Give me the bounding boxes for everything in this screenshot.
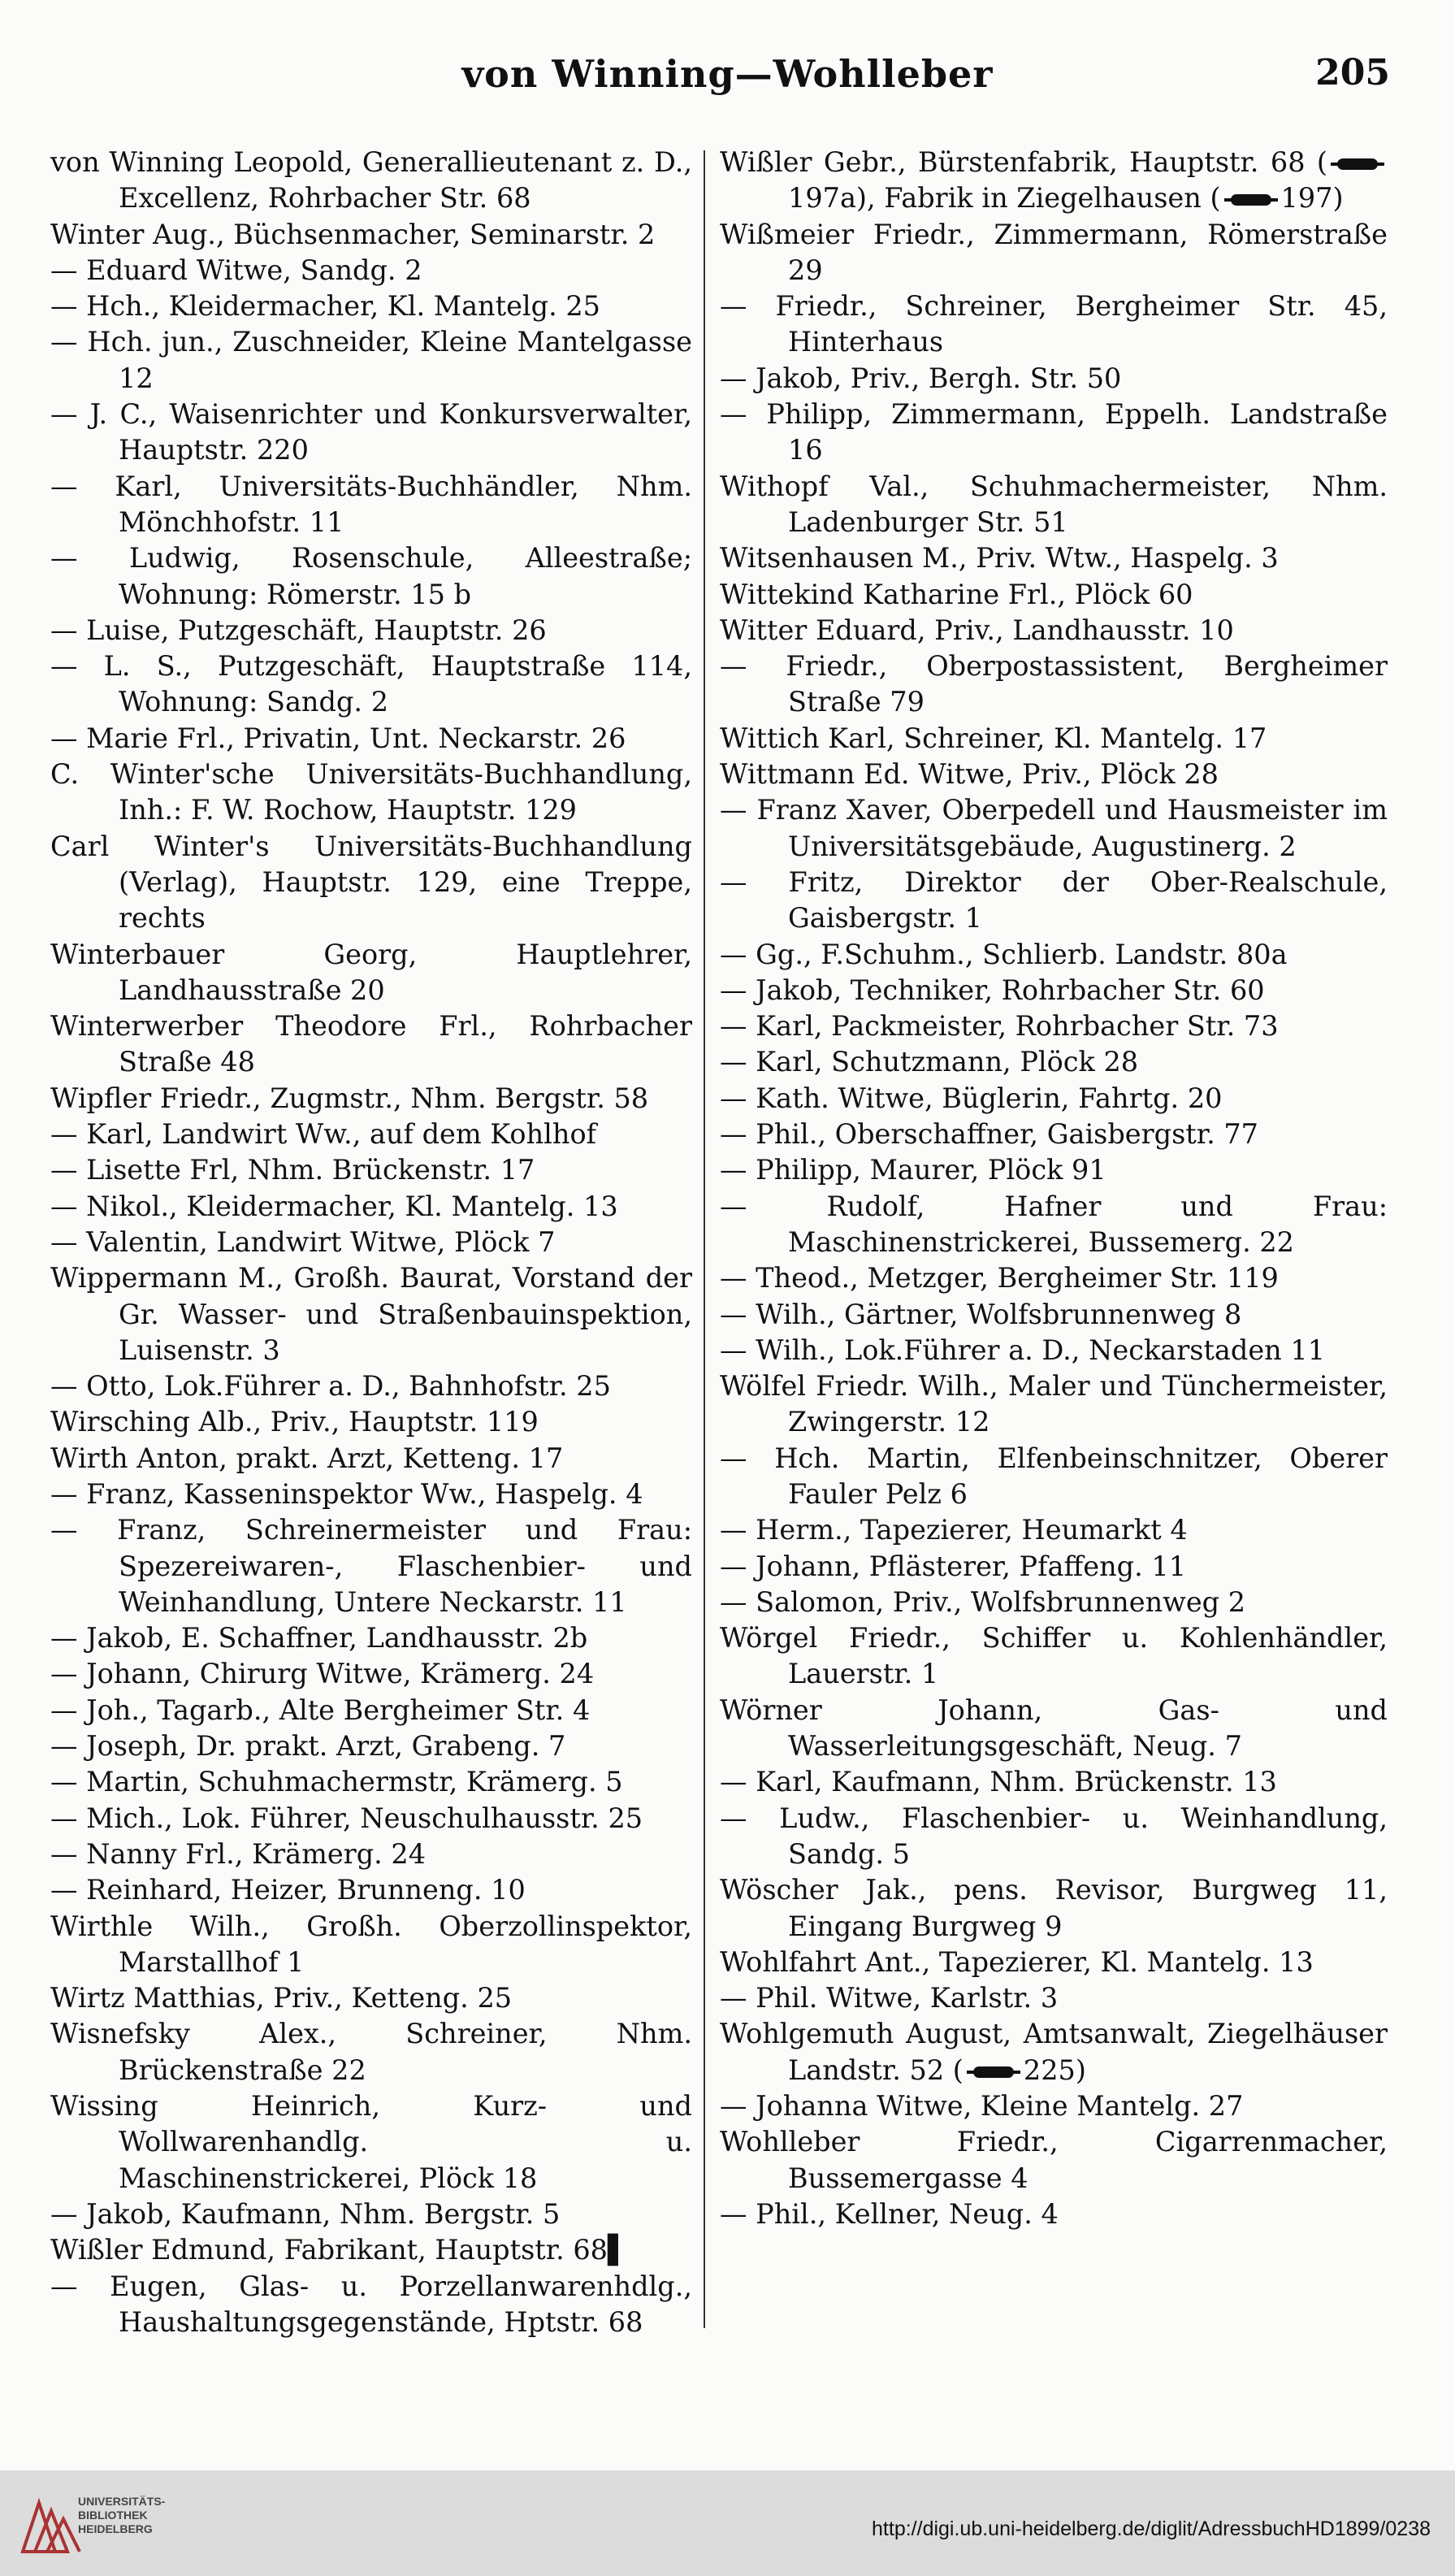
entry-text: Wipfler Friedr., Zugmstr., Nhm. Bergstr. 58 bbox=[50, 1082, 649, 1114]
directory-entry bbox=[720, 1693, 1388, 1765]
directory-entry bbox=[720, 1368, 1388, 1441]
entry-text: — Luise, Putzgeschäft, Hauptstr. 26 bbox=[50, 614, 547, 646]
entry-text: Carl Winter's Universitäts-Buchhandlung (Verlag), Hauptstr. 129, eine Treppe, rechts bbox=[50, 830, 692, 935]
directory-entry bbox=[720, 721, 1388, 757]
directory-entry bbox=[50, 1837, 692, 1872]
entry-text: — Eugen, Glas- u. Porzellanwarenhdlg., Haushaltungsgegenstände, Hptstr. 68 bbox=[50, 2270, 692, 2338]
directory-entry bbox=[50, 1225, 692, 1260]
entry-text: — Nanny Frl., Krämerg. 24 bbox=[50, 1837, 427, 1870]
directory-entry bbox=[720, 540, 1388, 576]
entry-text: Wöscher Jak., pens. Revisor, Burgweg 11, Eingang Burgweg 9 bbox=[720, 1874, 1388, 1942]
entry-text: — Joh., Tagarb., Alte Bergheimer Str. 4 bbox=[50, 1693, 591, 1726]
page-number: 205 bbox=[1315, 52, 1390, 93]
entry-text: — Wilh., Gärtner, Wolfsbrunnenweg 8 bbox=[720, 1298, 1242, 1330]
directory-entry bbox=[50, 1404, 692, 1440]
directory-entry bbox=[720, 1008, 1388, 1044]
directory-entry bbox=[720, 577, 1388, 613]
directory-entry bbox=[720, 1620, 1388, 1693]
entry-text: — Marie Frl., Privatin, Unt. Neckarstr. 26 bbox=[50, 722, 626, 754]
directory-entry bbox=[720, 1441, 1388, 1513]
entry-text: — Karl, Universitäts-Buchhändler, Nhm. Mönchhofstr. 11 bbox=[50, 470, 692, 538]
directory-entry bbox=[50, 2016, 692, 2088]
directory-entry bbox=[50, 757, 692, 829]
entry-text: — L. S., Putzgeschäft, Hauptstraße 114, Wohnung: Sandg. 2 bbox=[50, 650, 692, 718]
entry-text: — Reinhard, Heizer, Brunneng. 10 bbox=[50, 1874, 526, 1906]
entry-text: — Karl, Kaufmann, Nhm. Brückenstr. 13 bbox=[720, 1766, 1277, 1798]
directory-entry bbox=[50, 540, 692, 613]
directory-entry bbox=[50, 324, 692, 397]
telephone-number: 225 bbox=[1023, 2053, 1076, 2086]
entry-text: Witsenhausen M., Priv. Wtw., Haspelg. 3 bbox=[720, 542, 1279, 575]
directory-entry bbox=[720, 2016, 1388, 2088]
telephone-number: 197a bbox=[788, 182, 856, 215]
directory-entry bbox=[720, 1512, 1388, 1548]
entry-text: Wirtz Matthias, Priv., Ketteng. 25 bbox=[50, 1982, 513, 2014]
entry-text-continued: ), Fabrik in Ziegelhausen ( bbox=[855, 182, 1221, 215]
entry-text: Winter Aug., Büchsenmacher, Seminarstr. 2 bbox=[50, 218, 656, 250]
entry-text: Wißmeier Friedr., Zimmermann, Römerstraße 29 bbox=[720, 218, 1388, 286]
directory-entry bbox=[50, 469, 692, 541]
directory-entry bbox=[720, 1764, 1388, 1800]
entry-text: — Jakob, Techniker, Rohrbacher Str. 60 bbox=[720, 974, 1265, 1006]
directory-entry bbox=[720, 1549, 1388, 1585]
directory-entry bbox=[50, 1260, 692, 1368]
directory-entry bbox=[50, 1656, 692, 1692]
directory-entry bbox=[50, 2269, 692, 2341]
directory-entry bbox=[720, 792, 1388, 865]
directory-entry bbox=[50, 829, 692, 937]
entry-text: von Winning Leopold, Generallieutenant z. D., Excellenz, Rohrbacher Str. 68 bbox=[50, 146, 692, 215]
directory-entry bbox=[720, 1297, 1388, 1333]
entry-text: Wölfel Friedr. Wilh., Maler und Tünchermeister, Zwingerstr. 12 bbox=[720, 1370, 1388, 1438]
entry-text: — Hch. jun., Zuschneider, Kleine Mantelgasse 12 bbox=[50, 326, 692, 394]
directory-entry bbox=[720, 648, 1388, 721]
entry-text: — Nikol., Kleidermacher, Kl. Mantelg. 13 bbox=[50, 1190, 618, 1222]
entry-text: — Jakob, Priv., Bergh. Str. 50 bbox=[720, 362, 1122, 394]
directory-entry bbox=[50, 1441, 692, 1477]
directory-entry bbox=[720, 469, 1388, 541]
directory-entry bbox=[720, 1945, 1388, 1980]
directory-entry bbox=[50, 397, 692, 469]
entry-text: — Martin, Schuhmachermstr, Krämerg. 5 bbox=[50, 1766, 623, 1798]
directory-entry bbox=[720, 1081, 1388, 1117]
library-name-line-2: BIBLIOTHEK bbox=[78, 2509, 148, 2522]
entry-text: — Eduard Witwe, Sandg. 2 bbox=[50, 254, 422, 286]
entry-text: — Johanna Witwe, Kleine Mantelg. 27 bbox=[720, 2090, 1244, 2123]
directory-entry bbox=[50, 145, 692, 217]
directory-entry bbox=[50, 1189, 692, 1225]
directory-entry bbox=[720, 2088, 1388, 2124]
library-name bbox=[78, 2495, 165, 2536]
directory-entry bbox=[50, 1728, 692, 1764]
entry-text: — Johann, Pflästerer, Pfaffeng. 11 bbox=[720, 1550, 1187, 1582]
directory-entry bbox=[720, 1980, 1388, 2016]
entry-text: — Karl, Packmeister, Rohrbacher Str. 73 bbox=[720, 1010, 1279, 1043]
entry-text: Wisnefsky Alex., Schreiner, Nhm. Brückenstraße 22 bbox=[50, 2018, 692, 2086]
telephone-number: 197 bbox=[1280, 182, 1333, 215]
entry-text: Wohlleber Friedr., Cigarrenmacher, Bussemergasse 4 bbox=[720, 2126, 1388, 2194]
directory-entry bbox=[720, 145, 1388, 217]
entry-text: Winterwerber Theodore Frl., Rohrbacher Straße 48 bbox=[50, 1010, 692, 1078]
entry-text: Withopf Val., Schuhmachermeister, Nhm. Ladenburger Str. 51 bbox=[720, 470, 1388, 538]
entry-text: C. Winter'sche Universitäts-Buchhandlung, Inh.: F. W. Rochow, Hauptstr. 129 bbox=[50, 758, 692, 826]
directory-entry bbox=[50, 648, 692, 721]
telephone-icon bbox=[1331, 155, 1384, 173]
entry-text: — Joseph, Dr. prakt. Arzt, Grabeng. 7 bbox=[50, 1730, 566, 1763]
entry-text: Wittekind Katharine Frl., Plöck 60 bbox=[720, 578, 1193, 610]
directory-entry bbox=[720, 613, 1388, 648]
directory-entry bbox=[50, 217, 692, 253]
directory-entry bbox=[50, 1764, 692, 1800]
entry-text: Winterbauer Georg, Hauptlehrer, Landhausstraße 20 bbox=[50, 938, 692, 1006]
directory-entry bbox=[720, 217, 1388, 289]
library-name-line-1: UNIVERSITÄTS- bbox=[78, 2495, 166, 2508]
directory-entry bbox=[50, 1872, 692, 1908]
entry-text: — Gg., F.Schuhm., Schlierb. Landstr. 80a bbox=[720, 938, 1288, 970]
telephone-icon bbox=[1224, 191, 1278, 209]
entry-text: — Friedr., Oberpostassistent, Bergheimer Straße 79 bbox=[720, 650, 1388, 718]
directory-entry bbox=[720, 973, 1388, 1008]
directory-entry bbox=[50, 1620, 692, 1656]
entry-text: — Karl, Landwirt Ww., auf dem Kohlhof bbox=[50, 1118, 597, 1151]
directory-entry bbox=[720, 1152, 1388, 1188]
directory-entry bbox=[50, 1008, 692, 1081]
entry-text: — Ludwig, Rosenschule, Alleestraße; Wohnung: Römerstr. 15 b bbox=[50, 542, 692, 610]
directory-entry bbox=[720, 1801, 1388, 1873]
directory-entry bbox=[50, 2197, 692, 2232]
library-name-line-3: HEIDELBERG bbox=[78, 2522, 153, 2535]
entry-text: Wohlgemuth August, Amtsanwalt, Ziegelhäuser Landstr. 52 ( bbox=[720, 2018, 1388, 2086]
directory-entry bbox=[50, 1512, 692, 1620]
column-divider bbox=[704, 150, 705, 2328]
entry-text: — Hch., Kleidermacher, Kl. Mantelg. 25 bbox=[50, 290, 601, 323]
directory-entry bbox=[50, 2088, 692, 2197]
directory-entry bbox=[50, 721, 692, 757]
entry-text: — Ludw., Flaschenbier- u. Weinhandlung, Sandg. 5 bbox=[720, 1802, 1388, 1870]
entry-text: Wörgel Friedr., Schiffer u. Kohlenhändler, Lauerstr. 1 bbox=[720, 1622, 1388, 1690]
directory-entry bbox=[50, 1081, 692, 1117]
entry-text: — Jakob, Kaufmann, Nhm. Bergstr. 5 bbox=[50, 2197, 561, 2230]
entry-text: — Herm., Tapezierer, Heumarkt 4 bbox=[720, 1514, 1188, 1546]
directory-entry bbox=[50, 1117, 692, 1152]
directory-entry bbox=[720, 1260, 1388, 1296]
entry-text: Wißler Edmund, Fabrikant, Hauptstr. 68 bbox=[50, 2234, 608, 2266]
directory-entry bbox=[720, 2124, 1388, 2197]
directory-entry bbox=[720, 1585, 1388, 1620]
directory-entry bbox=[720, 1117, 1388, 1152]
directory-entry bbox=[50, 2232, 692, 2268]
directory-entry bbox=[720, 1872, 1388, 1945]
entry-text: — Theod., Metzger, Bergheimer Str. 119 bbox=[720, 1262, 1279, 1295]
page-header bbox=[0, 52, 1455, 101]
directory-entry bbox=[720, 2197, 1388, 2232]
entry-text: — Rudolf, Hafner und Frau: Maschinenstrickerei, Bussemerg. 22 bbox=[720, 1190, 1388, 1258]
entry-text: Wissing Heinrich, Kurz- und Wollwarenhandlg. u. Maschinenstrickerei, Plöck 18 bbox=[50, 2090, 692, 2194]
margin-mark: ▌ bbox=[608, 2234, 629, 2266]
directory-entry bbox=[720, 1044, 1388, 1080]
directory-entry bbox=[50, 1693, 692, 1728]
entry-text-continued: ) bbox=[1075, 2053, 1086, 2086]
entry-text: — Lisette Frl, Nhm. Brückenstr. 17 bbox=[50, 1154, 535, 1186]
entry-text: — Kath. Witwe, Büglerin, Fahrtg. 20 bbox=[720, 1082, 1223, 1114]
entry-text: Wirsching Alb., Priv., Hauptstr. 119 bbox=[50, 1406, 539, 1438]
directory-entry bbox=[720, 361, 1388, 397]
directory-entry bbox=[720, 1333, 1388, 1368]
entry-text: Wirth Anton, prakt. Arzt, Ketteng. 17 bbox=[50, 1442, 564, 1474]
left-column bbox=[50, 145, 692, 2340]
directory-entry bbox=[50, 937, 692, 1009]
directory-entry bbox=[50, 613, 692, 648]
entry-text: — Hch. Martin, Elfenbeinschnitzer, Oberer Fauler Pelz 6 bbox=[720, 1442, 1388, 1510]
directory-entry bbox=[720, 1189, 1388, 1261]
directory-entry bbox=[50, 1368, 692, 1404]
entry-text: — Philipp, Maurer, Plöck 91 bbox=[720, 1154, 1106, 1186]
entry-text: — Salomon, Priv., Wolfsbrunnenweg 2 bbox=[720, 1585, 1246, 1618]
directory-entry bbox=[720, 757, 1388, 792]
directory-entry bbox=[50, 1801, 692, 1837]
entry-text: — Friedr., Schreiner, Bergheimer Str. 45, Hinterhaus bbox=[720, 290, 1388, 358]
entry-text: — Phil., Oberschaffner, Gaisbergstr. 77 bbox=[720, 1118, 1258, 1151]
directory-entry bbox=[720, 397, 1388, 469]
entry-text: — Phil. Witwe, Karlstr. 3 bbox=[720, 1982, 1059, 2014]
running-title: von Winning—Wohlleber bbox=[461, 52, 994, 96]
entry-text: Wittich Karl, Schreiner, Kl. Mantelg. 17 bbox=[720, 722, 1267, 754]
entry-text: Wittmann Ed. Witwe, Priv., Plöck 28 bbox=[720, 758, 1219, 791]
directory-entry bbox=[50, 288, 692, 324]
entry-text: — Franz, Kasseninspektor Ww., Haspelg. 4 bbox=[50, 1477, 643, 1510]
entry-text: — Wilh., Lok.Führer a. D., Neckarstaden 11 bbox=[720, 1334, 1326, 1366]
directory-entry bbox=[720, 288, 1388, 361]
entry-text: — Otto, Lok.Führer a. D., Bahnhofstr. 25 bbox=[50, 1370, 611, 1403]
entry-text: Wohlfahrt Ant., Tapezierer, Kl. Mantelg. 13 bbox=[720, 1945, 1314, 1978]
directory-entry bbox=[720, 937, 1388, 973]
directory-entry bbox=[50, 1152, 692, 1188]
entry-text: — Phil., Kellner, Neug. 4 bbox=[720, 2197, 1059, 2230]
directory-entry bbox=[720, 865, 1388, 937]
entry-text: Wörner Johann, Gas- und Wasserleitungsgeschäft, Neug. 7 bbox=[720, 1693, 1388, 1763]
entry-text: — Johann, Chirurg Witwe, Krämerg. 24 bbox=[50, 1658, 595, 1690]
entry-text: — J. C., Waisenrichter und Konkursverwalter, Hauptstr. 220 bbox=[50, 398, 692, 466]
telephone-icon bbox=[967, 2063, 1020, 2081]
entry-text-continued: ) bbox=[1332, 182, 1344, 215]
footer-bar bbox=[0, 2470, 1455, 2576]
directory-entry bbox=[50, 1477, 692, 1512]
source-url-link[interactable]: http://digi.ub.uni-heidelberg.de/diglit/AdressbuchHD1899/0238 bbox=[872, 2517, 1431, 2540]
entry-text: — Karl, Schutzmann, Plöck 28 bbox=[720, 1046, 1139, 1078]
entry-text: — Fritz, Direktor der Ober-Realschule, Gaisbergstr. 1 bbox=[720, 865, 1388, 935]
directory-entry bbox=[50, 253, 692, 288]
entry-text: Wißler Gebr., Bürstenfabrik, Hauptstr. 68 ( bbox=[720, 146, 1327, 178]
entry-text: — Philipp, Zimmermann, Eppelh. Landstraße 16 bbox=[720, 398, 1388, 466]
entry-text: Witter Eduard, Priv., Landhausstr. 10 bbox=[720, 614, 1234, 646]
entry-text: Wippermann M., Großh. Baurat, Vorstand der Gr. Wasser- und Straßenbauinspektion, Luisenstr. 3 bbox=[50, 1262, 692, 1366]
entry-text: — Franz, Schreinermeister und Frau: Spezereiwaren-, Flaschenbier- und Weinhandlung, Untere Neckarstr. 11 bbox=[50, 1514, 692, 1618]
entry-text: — Valentin, Landwirt Witwe, Plöck 7 bbox=[50, 1225, 556, 1258]
directory-entry bbox=[50, 1909, 692, 1981]
entry-text: — Mich., Lok. Führer, Neuschulhausstr. 25 bbox=[50, 1802, 643, 1834]
right-column bbox=[720, 145, 1388, 2232]
entry-text: — Franz Xaver, Oberpedell und Hausmeister im Universitätsgebäude, Augustinerg. 2 bbox=[720, 794, 1388, 862]
entry-text: — Jakob, E. Schaffner, Landhausstr. 2b bbox=[50, 1622, 588, 1654]
directory-entry bbox=[50, 1980, 692, 2016]
entry-text: Wirthle Wilh., Großh. Oberzollinspektor, Marstallhof 1 bbox=[50, 1910, 692, 1978]
library-logo-icon bbox=[15, 2487, 88, 2560]
